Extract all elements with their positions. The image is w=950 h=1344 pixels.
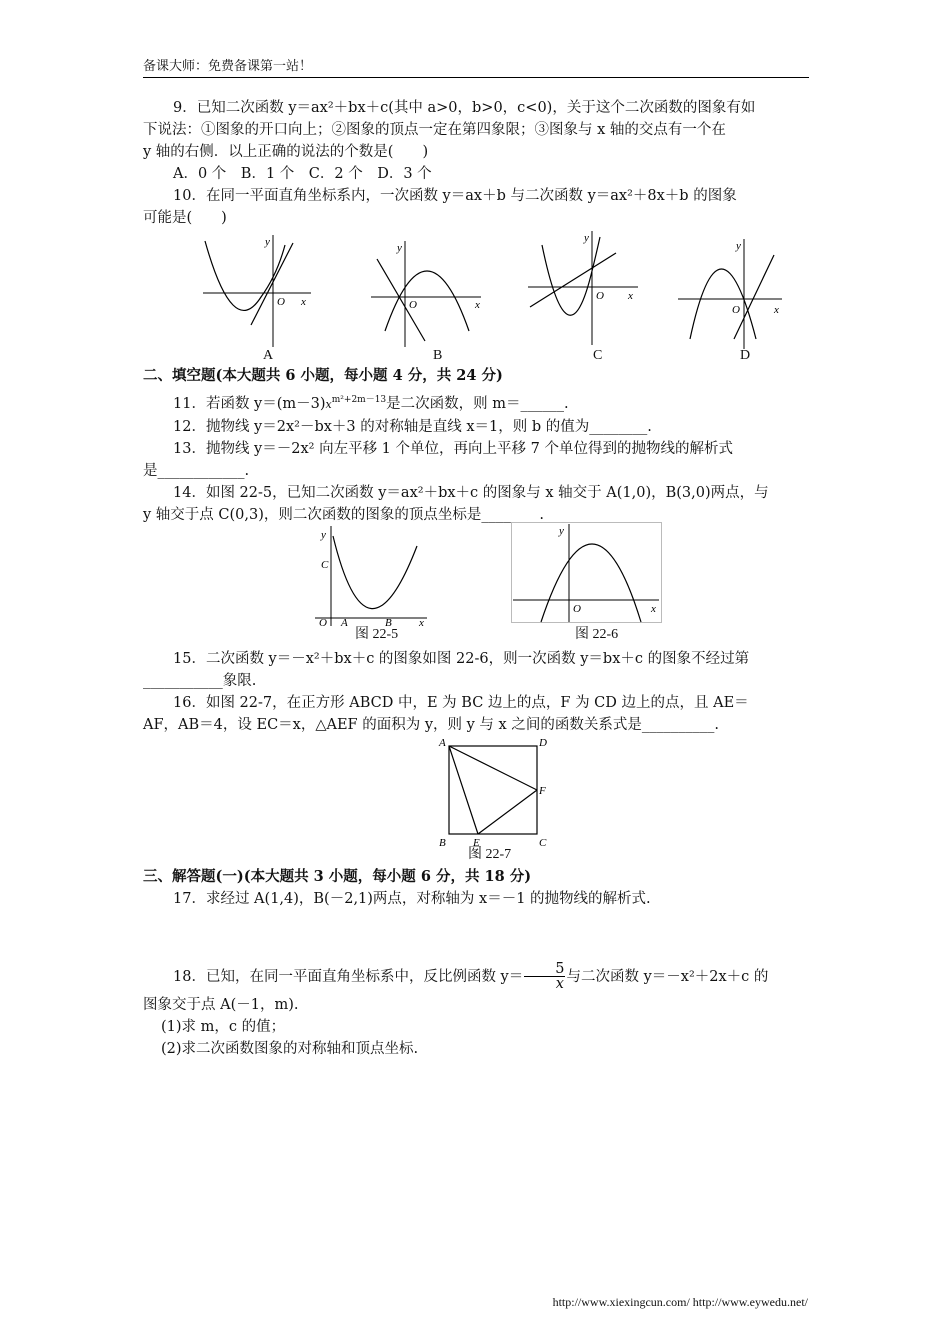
q10-graphs [143,229,809,363]
q9-line3: y 轴的右侧．以上正确的说法的个数是( ) [143,144,429,160]
fig227-b: B [439,836,446,848]
fig227-d: D [539,736,547,749]
graph-b-label: B [433,348,443,363]
figure-22-5 [315,526,431,628]
svg-text:O: O [732,304,740,316]
fig227-a: A [439,736,446,749]
svg-text:x: x [628,290,633,302]
q11-post: 是二次函数，则 m＝______. [386,395,569,412]
fig227-c: C [539,836,547,848]
q18-num: 5 [524,962,565,977]
fig226-caption: 图 22-6 [575,626,619,642]
q18-den: x [555,976,564,993]
q10-line2: 可能是( ) [143,210,227,226]
svg-text:y: y [265,236,270,248]
page-header: 备课大师：免费备课第一站！ [143,55,809,78]
fig226-y: y [559,524,564,537]
q9-options: A．0 个 B．1 个 C．2 个 D．3 个 [173,166,432,182]
fig225-b: B [385,616,392,628]
graph-c [528,231,640,347]
q15-line1: 15．二次函数 y＝－x²＋bx＋c 的图象如图 22-6，则一次函数 y＝bx＋c 的图象不经过第 [173,650,750,667]
svg-text:O: O [277,296,285,308]
q12: 12．抛物线 y＝2x²－bx＋3 的对称轴是直线 x＝1，则 b 的值为________. [173,418,652,435]
svg-text:x: x [774,304,779,316]
fig225-x: x [419,616,424,628]
svg-text:x: x [301,296,306,308]
fig227-f: F [539,784,546,797]
fig227-e: E [473,836,480,848]
graph-b [371,241,483,349]
q16-line1: 16．如图 22-7，在正方形 ABCD 中，E 为 BC 边上的点，F 为 CD 边上的点，且 AE＝ [173,694,749,711]
fig225-y: y [321,528,326,541]
q18-pre: 18．已知，在同一平面直角坐标系中，反比例函数 y＝ [173,968,524,985]
q13-line1: 13．抛物线 y＝－2x² 向左平移 1 个单位，再向上平移 7 个单位得到的抛物线的解析式 [173,440,733,457]
graph-d-label: D [740,348,751,363]
fig225-c: C [321,558,329,571]
q9-line1: 9．已知二次函数 y＝ax²＋bx＋c(其中 a>0，b>0，c<0)，关于这个二次函数的图象有如 [173,100,756,116]
graph-d [678,239,784,351]
q11-base: x [325,397,332,411]
q10-line1: 10．在同一平面直角坐标系内，一次函数 y＝ax＋b 与二次函数 y＝ax²＋8x＋b 的图象 [173,188,737,204]
svg-text:y: y [584,232,589,244]
document-body [143,97,809,1060]
q18-post: 与二次函数 y＝－x²＋2x＋c 的 [566,968,769,985]
fig225-caption: 图 22-5 [355,626,399,642]
q14-line2: y 轴交于点 C(0,3)，则二次函数的图象的顶点坐标是________. [143,506,544,523]
fig225-o: O [319,616,327,628]
q9-line2: 下说法：①图象的开口向上；②图象的顶点一定在第四象限；③图象与 x 轴的交点有一个在 [143,122,726,138]
section-2-title: 二、填空题(本大题共 6 小题，每小题 4 分，共 24 分) [143,367,503,384]
graph-c-label: C [593,348,603,363]
figure-22-7 [433,736,549,848]
q17-answer-space [143,910,809,960]
q18-sub1: (1)求 m，c 的值； [161,1018,286,1035]
q16-line2: AF，AB＝4，设 EC＝x，△AEF 的面积为 y，则 y 与 x 之间的函数关系式是__________. [143,716,719,733]
figure-22-7-wrap [143,736,809,864]
q18-line1 [143,960,809,994]
fig227-caption: 图 22-7 [468,846,512,862]
q13-line2: 是____________. [143,462,250,479]
q11-exp: m²+2m－13 [331,395,387,405]
svg-text:x: x [475,299,480,311]
q11 [143,389,809,416]
svg-text:y: y [397,242,402,254]
figures-22-5-22-6 [143,526,809,648]
q17: 17．求经过 A(1,4)，B(－2,1)两点，对称轴为 x＝－1 的抛物线的解析式. [173,890,651,907]
q11-pre: 11．若函数 y＝(m－3) [173,395,326,412]
graph-a [203,235,313,347]
svg-text:y: y [736,240,741,252]
q15-line2: ___________象限. [143,672,257,689]
q18-fraction [524,962,565,991]
figure-22-6 [511,522,663,624]
fig226-o: O [573,602,581,615]
svg-text:O: O [596,290,604,302]
fig226-x: x [651,602,656,615]
graph-a-label: A [263,348,274,363]
q18-line2: 图象交于点 A(－1，m). [143,996,299,1013]
q18-sub2: (2)求二次函数图象的对称轴和顶点坐标. [161,1040,419,1057]
section-3-title: 三、解答题(一)(本大题共 3 小题，每小题 6 分，共 18 分) [143,867,532,885]
q14-line1: 14．如图 22-5，已知二次函数 y＝ax²＋bx＋c 的图象与 x 轴交于 A(1,0)，B(3,0)两点，与 [173,484,769,501]
svg-text:O: O [409,299,417,311]
fig225-a: A [341,616,348,628]
page-footer: http://www.xiexingcun.com/ http://www.eywedu.net/ [552,1295,808,1309]
